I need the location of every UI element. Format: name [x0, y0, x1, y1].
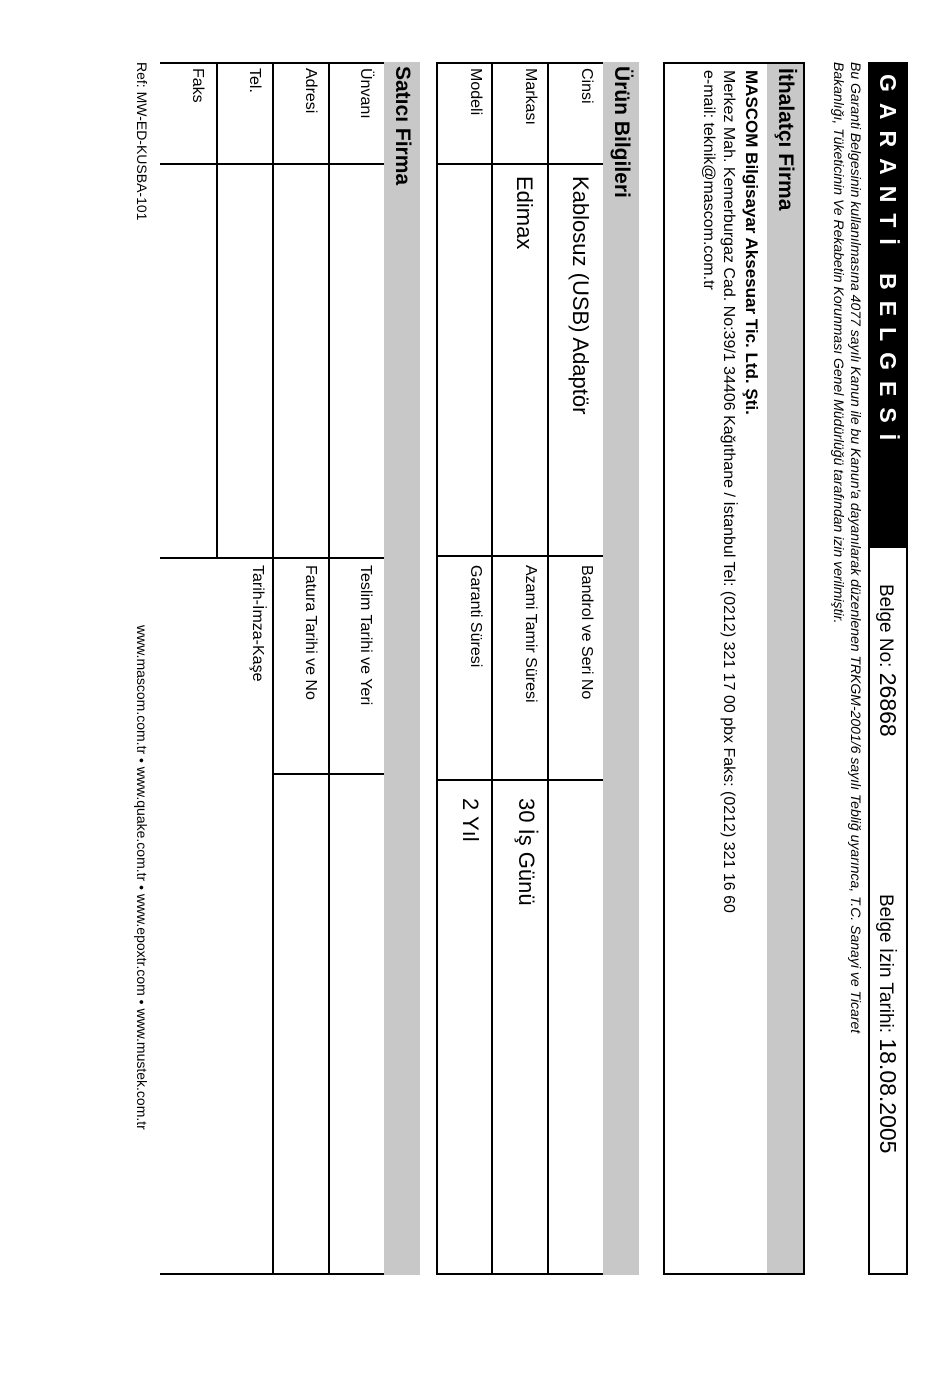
document-title: GARANTİ BELGESİ [870, 64, 906, 548]
belge-no-label: Belge No: [875, 584, 896, 668]
urun-border-left [436, 62, 603, 64]
garanti-label: Garanti Süresi [467, 565, 484, 668]
adresi-label: Adresi [302, 68, 319, 114]
fatura-bottom-border [272, 557, 274, 1275]
title-bar [868, 62, 908, 1275]
legal-line-2: Bakanlığı, Tüketicinin Ve Rekabetin Korunması Genel Müdürlüğü tarafından izin verilmiştir. [831, 62, 847, 624]
izin-tarihi [870, 894, 906, 1153]
tarih-imza-kase-label: Tarih-İmza-Kaşe [249, 565, 266, 682]
faks-label: Faks [189, 68, 206, 103]
unvani-label: Ünvanı [357, 68, 374, 119]
footer-websites: www.mascom.com.tr • www.quake.com.tr • www.epoxtr.com • www.mustek.com.tr [134, 625, 150, 1130]
urun-col-divider-2 [436, 555, 603, 557]
teslim-label: Teslim Tarihi ve Yeri [357, 565, 374, 706]
tamir-value: 30 İş Günü [514, 798, 539, 906]
satici-row-divider-3 [216, 62, 218, 559]
urun-col-divider-1 [436, 163, 603, 165]
modeli-label: Modeli [467, 68, 484, 116]
cinsi-label: Cinsi [578, 68, 595, 104]
urun-col-divider-3 [436, 779, 603, 781]
markasi-value: Edimax [512, 176, 537, 250]
fatura-label: Fatura Tarihi ve No [302, 565, 319, 700]
satici-table [160, 62, 384, 1275]
garanti-value: 2 Yıl [458, 798, 483, 842]
urun-row-divider-1 [547, 62, 549, 1275]
bandrol-label: Bandrol ve Seri No [578, 565, 595, 700]
ithalatci-email: e-mail: teknik@mascom.com.tr [700, 70, 717, 290]
urun-border-right [436, 1273, 603, 1275]
fatura-col-divider [274, 773, 330, 775]
belge-no-value: 26868 [875, 672, 901, 737]
urun-heading: Ürün Bilgileri [603, 62, 639, 1275]
satici-heading: Satıcı Firma [384, 62, 420, 1275]
satici-row-divider-1 [328, 62, 330, 1275]
urun-bottom-border [436, 62, 438, 1275]
legal-line-1: Bu Garanti Belgesinin kullanılmasına 4077 sayılı Kanun ile bu Kanun'a dayanılarak düzenlenen TRKGM-2001/6 sayılı Tebliğ uyarınca, T.C. Sanayi ve Ticaret [848, 62, 864, 1034]
urun-table [436, 62, 603, 1275]
satici-row-divider-2 [272, 62, 274, 559]
ithalatci-address: Merkez Mah. Kemerburgaz Cad. No:39/1 34406 Kağıthane / İstanbul Tel: (0212) 321 17 00 pbx Faks: (0212) 321 16 60 [720, 70, 737, 913]
izin-tarihi-value: 18.08.2005 [875, 1038, 901, 1154]
tamir-label: Azami Tamir Süresi [522, 565, 539, 703]
tel-label: Tel. [246, 68, 263, 93]
belge-no [870, 584, 906, 737]
markasi-label: Markası [522, 68, 539, 125]
urun-row-divider-2 [491, 62, 493, 1275]
reference-code: Ref: MW-ED-KUSBA-101 [134, 62, 150, 221]
izin-tarihi-label: Belge İzin Tarihi: [875, 894, 896, 1034]
legal-notice [830, 62, 864, 1275]
ithalatci-heading: İthalatçı Firma [767, 64, 803, 1273]
ithalatci-section [663, 62, 805, 1275]
ithalatci-name: MASCOM Bilgisayar Aksesuar Tic. Ltd. Şti. [742, 70, 761, 415]
teslim-col-divider [330, 773, 384, 775]
cinsi-value: Kablosuz (USB) Adaptör [568, 176, 593, 415]
